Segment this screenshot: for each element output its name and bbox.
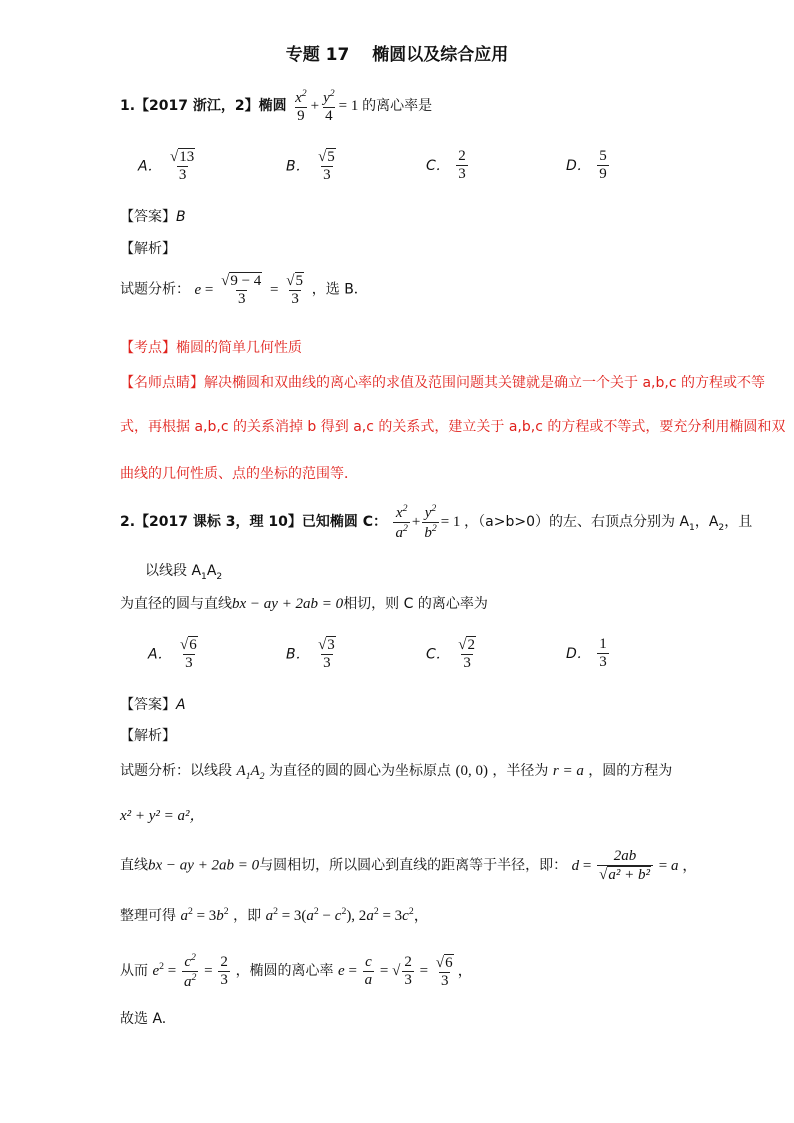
q2-step3: 直线bx − ay + 2ab = 0与圆相切，所以圆心到直线的距离等于半径，即： d = $\frac{2ab}{\text{√a² + b²}}$ = a ， xyxy=(120,848,698,884)
q1-mingshi-line1: 【名师点睛】解决椭圆和双曲线的离心率的求值及范围问题其关键就是确立一个关于 a,b,c 的方程或不等 xyxy=(120,375,765,391)
q2-step2: x² + y² = a²， xyxy=(120,808,205,824)
q1-stem-tail: 的离心率是 xyxy=(362,98,433,115)
q1-mingshi-line2: 式，再根据 a,b,c 的关系消掉 b 得到 a,c 的关系式，建立关于 a,b,c 的方程或不等式，要充分利用椭圆和双 xyxy=(120,419,786,435)
q1-option-a: A． $\frac{√13}{3}$ xyxy=(138,149,195,184)
q2-option-a: A． $\frac{√6}{3}$ xyxy=(148,637,197,672)
q1-analysis-label: 【解析】 xyxy=(120,241,176,257)
q2-step4: 整理可得 $a^2 = 3b^2$ ，即 $a^2 = 3(a^2 - c^2)$, $2a^2 = 3c^2$， xyxy=(120,906,429,924)
q1-ellipse-equation: $\frac{x^2}{9}$ + $\frac{y^2}{4}$ = 1 xyxy=(295,88,359,125)
q1-option-d: D． $\frac{5}{9}$ xyxy=(566,148,607,183)
q1-mingshi-line3: 曲线的几何性质、点的坐标的范围等． xyxy=(120,466,358,482)
q1-stem xyxy=(120,88,432,126)
q1-option-b: B． $\frac{√5}{3}$ xyxy=(286,149,335,184)
q2-option-c: C． $\frac{√2}{3}$ xyxy=(426,637,475,672)
page-title: 专题 17 椭圆以及综合应用 xyxy=(285,45,509,65)
q1-option-c: C． $\frac{2}{3}$ xyxy=(426,148,466,183)
q1-answer: 【答案】B xyxy=(120,209,186,225)
q1-analysis: 试题分析： e = $\frac{√9 - 4}{3}$ = $\frac{√5}{3}$ ，选 B． xyxy=(120,273,368,308)
q2-label: 2.【2017 课标 3，理 10】已知椭圆 C： xyxy=(120,514,388,531)
q2-step1: 试题分析：以线段 $A_1A_2$ 为直径的圆的圆心为坐标原点 (0, 0) ，半径为 r = a ，圆的方程为 xyxy=(120,763,673,782)
q2-line2: 以线段 $A_1A_2$ xyxy=(145,563,223,582)
q2-step5: 从而 $e^2$ = $\frac{c^2}{a^2}$ = $\frac{2}{3}$ ，椭圆的离心率 e = $\frac{c}{a}$ = √ $\frac{2}{3}$ = $\frac{√6}{3}$ ， xyxy=(120,952,473,991)
q2-stem xyxy=(120,503,752,543)
q2-ellipse-equation: $\frac{x^2}{a^2}$ + $\frac{y^2}{b^2}$ = 1 xyxy=(395,503,465,542)
q2-analysis-label: 【解析】 xyxy=(120,728,176,744)
q1-label: 1.【2017 浙江，2】椭圆 xyxy=(120,98,287,115)
q2-condition: ，（a>b>0）的左、右顶点分别为 $A_1$，$A_2$，且 xyxy=(464,514,753,533)
q2-conclusion: 故选 A. xyxy=(120,1011,167,1027)
q1-kaodian: 【考点】椭圆的简单几何性质 xyxy=(120,340,302,356)
q2-line3: 为直径的圆与直线bx − ay + 2ab = 0相切，则 C 的离心率为 xyxy=(120,596,488,612)
q2-answer: 【答案】A xyxy=(120,697,186,713)
q2-option-b: B． $\frac{√3}{3}$ xyxy=(286,637,335,672)
q2-option-d: D． $\frac{1}{3}$ xyxy=(566,636,607,671)
